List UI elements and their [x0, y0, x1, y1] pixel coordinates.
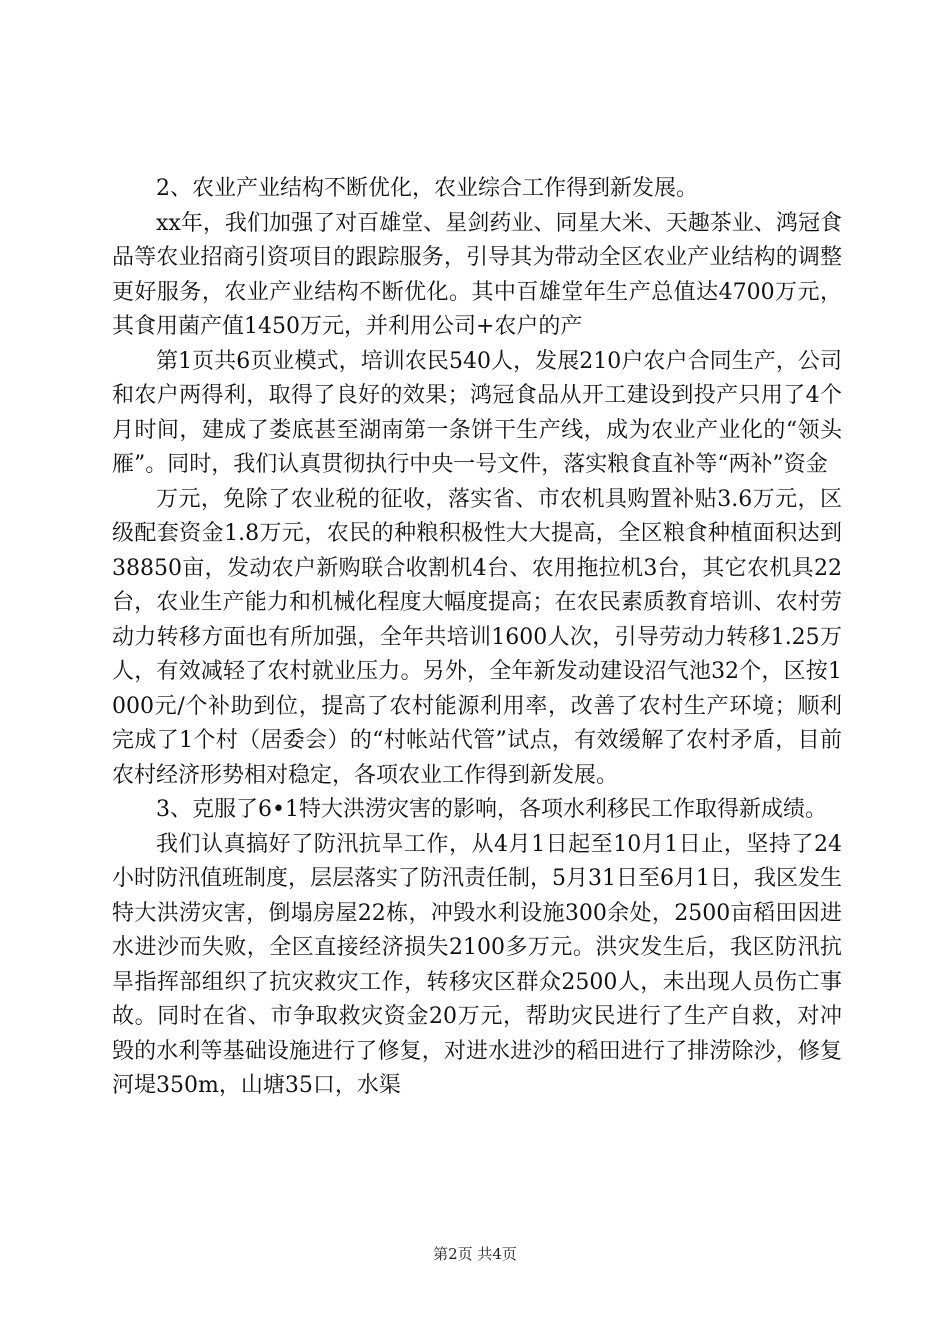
body-paragraph: 我们认真搞好了防汛抗旱工作，从4月1日起至10月1日止，坚持了24小时防汛值班制度，层层落实了防汛责任制，5月31日至6月1日，我区发生特大洪涝灾害，倒塌房屋22栋，冲毁水利设施300余处，2500亩稻田因进水进沙而失败，全区直接经济损失2100多万元。洪灾发生后，我区防汛抗旱指挥部组织了抗灾救灾工作，转移灾区群众2500人，未出现人员伤亡事故。同时在省、市争取救灾资金20万元，帮助灾民进行了生产自救，对冲毁的水利等基础设施进行了修复，对进水进沙的稻田进行了排涝除沙，修复河堤350m，山塘35口，水渠	[112, 831, 842, 1098]
page-footer: 第2页 共4页	[433, 1245, 517, 1263]
body-paragraph: 万元，免除了农业税的征收，落实省、市农机具购置补贴3.6万元，区级配套资金1.8万元，农民的种粮积极性大大提高，全区粮食种植面积达到38850亩，发动农户新购联合收割机4台、农用拖拉机3台，其它农机具22台，农业生产能力和机械化程度大幅度提高；在农民素质教育培训、农村劳动力转移方面也有所加强，全年共培训1600人次，引导劳动力转移1.25万人，有效减轻了农村就业压力。另外，全年新发动建设沼气池32个，区按1000元/个补助到位，提高了农村能源利用率，改善了农村生产环境；顺利完成了1个村（居委会）的“村帐站代管”试点，有效缓解了农村矛盾，目前农村经济形势相对稳定，各项农业工作得到新发展。	[112, 486, 842, 788]
section-heading-agriculture: 2、农业产业结构不断优化，农业综合工作得到新发展。	[156, 176, 698, 201]
section-heading-flood: 3、克服了6•1特大洪涝灾害的影响，各项水利移民工作取得新成绩。	[156, 797, 827, 822]
document-body	[112, 172, 842, 1104]
body-paragraph: 第1页共6页业模式，培训农民540人，发展210户农户合同生产，公司和农户两得利，取得了良好的效果；鸿冠食品从开工建设到投产只用了4个月时间，建成了娄底甚至湖南第一条饼干生产线，成为农业产业化的“领头雁”。同时，我们认真贯彻执行中央一号文件，落实粮食直补等“两补”资金	[112, 348, 842, 477]
body-paragraph: xx年，我们加强了对百雄堂、星剑药业、同星大米、天趣茶业、鸿冠食品等农业招商引资项目的跟踪服务，引导其为带动全区农业产业结构的调整更好服务，农业产业结构不断优化。其中百雄堂年生产总值达4700万元，其食用菌产值1450万元，并利用公司+农户的产	[112, 210, 842, 339]
